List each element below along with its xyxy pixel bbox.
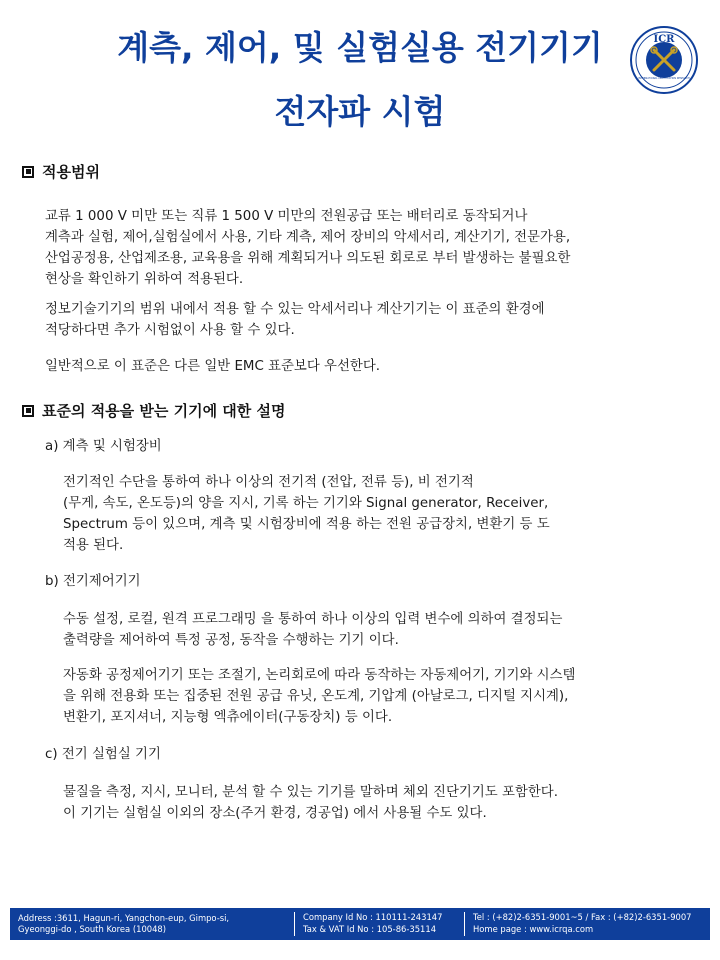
footer-address <box>10 913 294 936</box>
checkbox-bullet-icon <box>22 166 34 178</box>
footer-tel-fax: Tel : (+82)2-6351-9001~5 / Fax : (+82)2-6351-9007 <box>473 912 692 922</box>
subsection-b-text-2: 자동화 공정제어기기 또는 조절기, 논리회로에 따라 동작하는 자동제어기, 기기와 시스템 을 위해 전용화 또는 집중된 전원 공급 유닛, 온도계, 기압계 (아날로그, 디지털 지시계), 변환기, 포지셔너, 지능형 엑츄에이터(구동장치) 등 이다. <box>63 668 576 725</box>
section-heading-scope <box>22 161 100 182</box>
logo-subtext: INTERNATIONAL CERTIFICATION RESEARCH <box>638 77 690 80</box>
subsection-b-title: b) 전기제어기기 <box>45 574 141 589</box>
footer-company-id: Company Id No : 110111-243147 <box>303 912 443 922</box>
checkbox-bullet-icon <box>22 405 34 417</box>
scope-paragraph-3: 일반적으로 이 표준은 다른 일반 EMC 표준보다 우선한다. <box>45 359 381 374</box>
subsection-c-text: 물질을 측정, 지시, 모니터, 분석 할 수 있는 기기를 말하며 체외 진단기기도 포함한다. 이 기기는 실험실 이외의 장소(주거 환경, 경공업) 에서 사용될 수도 있다. <box>63 785 558 821</box>
subsection-a-text: 전기적인 수단을 통하여 하나 이상의 전기적 (전압, 전류 등), 비 전기적 (무게, 속도, 온도등)의 양을 지시, 기록 하는 기기와 Signal generator, Receiver, Spectrum 등이 있으며, 계측 및 시험장비에 적용 하는 전원 공급장치, 변환기 등 도 적용 된다. <box>63 475 550 553</box>
section-heading-devices-label: 표준의 적용을 받는 기기에 대한 설명 <box>42 402 286 420</box>
scope-paragraph-1: 교류 1 000 V 미만 또는 직류 1 500 V 미만의 전원공급 또는 배터리로 동작되거나 계측과 실험, 제어,실험실에서 사용, 기타 계측, 제어 장비의 악세서리, 계산기기, 전문가용, 산업공정용, 산업제조용, 교육용을 위해 계획되거나 의도된 회로로 부터 발생하는 불필요한 현상을 확인하기 위하여 적용된다. <box>45 209 571 287</box>
document-title-line1: 계측, 제어, 및 실험실용 전기기기 <box>117 28 603 67</box>
footer-ids <box>294 912 464 936</box>
logo-text: ICR <box>653 34 675 45</box>
footer-contact <box>464 912 710 936</box>
footer-address-line1: Address :3611, Hagun-ri, Yangchon-eup, Gimpo-si, <box>18 912 230 923</box>
subsection-b-text-1: 수동 설정, 로컬, 원격 프로그래밍 을 통하여 하나 이상의 입력 변수에 의하여 결정되는 출력량을 제어하여 특정 공정, 동작을 수행하는 기기 이다. <box>63 612 563 648</box>
footer-address-line2: Gyeonggi-do , South Korea (10048) <box>18 924 167 934</box>
subsection-a-title: a) 계측 및 시험장비 <box>45 439 162 454</box>
page-footer <box>10 908 710 940</box>
subsection-c-title: c) 전기 실험실 기기 <box>45 747 161 762</box>
footer-homepage-link[interactable]: Home page : www.icrqa.com <box>473 923 594 934</box>
scope-paragraph-2: 정보기술기기의 범위 내에서 적용 할 수 있는 악세서리나 계산기기는 이 표준의 환경에 적당하다면 추가 시험없이 사용 할 수 있다. <box>45 302 545 338</box>
icr-logo-icon <box>630 26 698 94</box>
section-heading-devices <box>22 400 285 421</box>
section-heading-scope-label: 적용범위 <box>42 163 100 181</box>
footer-tax-id: Tax & VAT Id No : 105-86-35114 <box>303 923 437 934</box>
document-title-line2: 전자파 시험 <box>274 92 446 131</box>
